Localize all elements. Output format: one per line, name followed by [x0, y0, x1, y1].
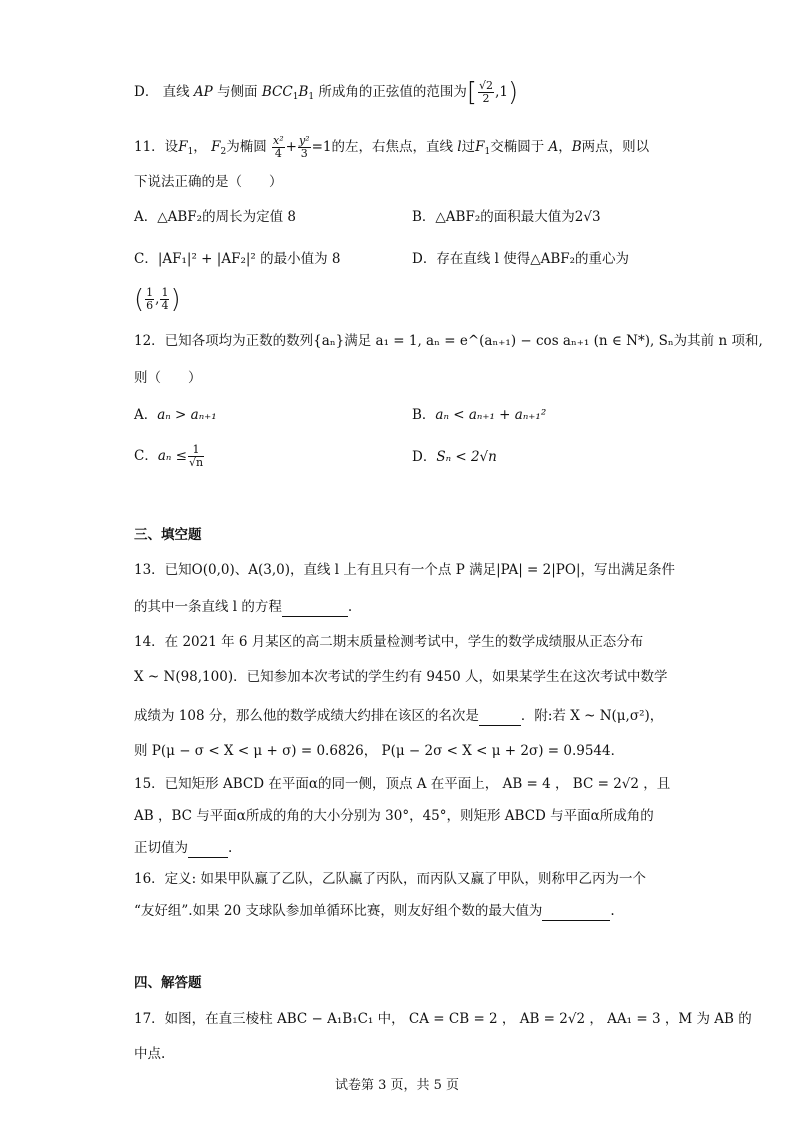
q14-line1: 14．在 2021 年 6 月某区的高二期末质量检测考试中，学生的数学成绩服从正态分布: [134, 634, 644, 650]
q11-option-c: C．|AF₁|² + |AF₂|² 的最小值为 8: [134, 251, 341, 267]
q11-option-d-point: ( $\frac{1}{6}$ , $\frac{1}{4}$ ): [134, 284, 181, 315]
q12-line2: 则（ ）: [134, 370, 202, 386]
q11-line1: 11．设$F_1$， $F_2$为椭圆 $\frac{\text{x²}}{4}$ + $\frac{\text{y²}}{3}$ =1的左，右焦点，直线 l过$F_1$交椭圆于 A，B两点，则以: [134, 134, 650, 160]
q12-option-d: D．Sₙ < 2√n: [412, 449, 497, 465]
q13-line1: 13．已知O(0,0)、A(3,0)，直线 l 上有且只有一个点 P 满足|PA| = 2|PO|，写出满足条件: [134, 562, 675, 578]
q17-line2: 中点.: [134, 1046, 166, 1062]
page-footer: 试卷第 3 页，共 5 页: [334, 1078, 460, 1093]
q15-line2: AB ，BC 与平面α所成的角的大小分别为 30°，45°，则矩形 ABCD 与平面α所成角的: [134, 808, 654, 824]
q15-line1: 15．已知矩形 ABCD 在平面α的同一侧，顶点 A 在平面上， AB = 4 ， BC = 2√2 ，且: [134, 776, 671, 792]
section-answer-heading: 四、解答题: [134, 975, 202, 991]
q14-line2: X ~ N(98,100)．已知参加本次考试的学生约有 9450 人，如果某学生在这次考试中数学: [134, 669, 668, 685]
q11-option-a: A．△ABF₂的周长为定值 8: [134, 209, 296, 225]
section-fill-in-heading: 三、填空题: [134, 527, 202, 543]
sqrt2-over-2: $\frac{√2}{2}$: [479, 79, 494, 105]
q14-line3: 成绩为 108 分，那么他的数学成绩大约排在该区的名次是 ．附:若 X ~ N(μ,σ²)，: [134, 708, 664, 724]
q16-line2: “友好组”.如果 20 支球队参加单循环比赛，则友好组个数的最大值为 .: [134, 903, 615, 919]
q11-option-d: D．存在直线 l 使得△ABF₂的重心为: [412, 251, 630, 267]
q11-line2: 下说法正确的是（ ）: [134, 174, 283, 190]
q15-line3: 正切值为 .: [134, 840, 233, 856]
q12-option-a: A．aₙ > aₙ₊₁: [134, 407, 217, 423]
q12-option-b: B．aₙ < aₙ₊₁ + aₙ₊₁²: [412, 407, 547, 423]
option-d-prev: D． 直线 AP 与侧面 $BCC_1B_1$ 所成角的正弦值的范围为[ $\frac{√2}{2}$ ,1): [134, 77, 519, 108]
q16-line1: 16．定义: 如果甲队赢了乙队，乙队赢了丙队，而丙队又赢了甲队，则称甲乙丙为一个: [134, 871, 647, 887]
q14-line4: 则 P(μ − σ < X < μ + σ) = 0.6826， P(μ − 2σ < X < μ + 2σ) = 0.9544．: [134, 743, 625, 759]
q12-line1: 12．已知各项均为正数的数列{aₙ}满足 a₁ = 1, aₙ = e^(aₙ₊₁) − cos aₙ₊₁ (n ∈ N*), Sₙ为其前 n 项和,: [134, 333, 763, 349]
q13-line2: 的其中一条直线 l 的方程 .: [134, 599, 353, 615]
q12-option-c: C．aₙ ≤ $\frac{1}{√n}$: [134, 443, 204, 469]
q17-line1: 17．如图，在直三棱柱 ABC − A₁B₁C₁ 中， CA = CB = 2 ， AB = 2√2 ， AA₁ = 3 ，M 为 AB 的: [134, 1011, 752, 1027]
q11-option-b: B．△ABF₂的面积最大值为2√3: [412, 209, 601, 225]
